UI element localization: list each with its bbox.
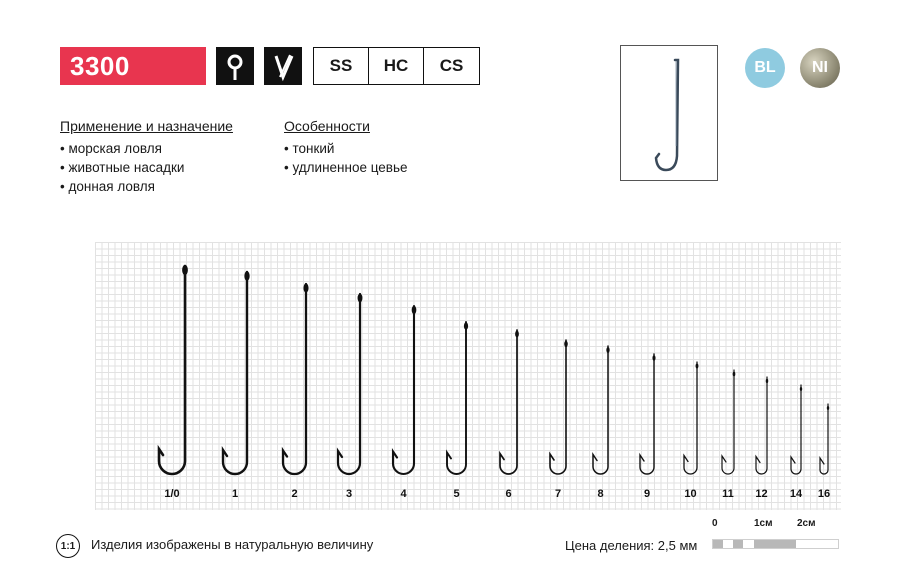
hook-shape: [500, 330, 517, 474]
hook-eye: [766, 379, 768, 383]
hook-size-label: 2: [291, 488, 298, 500]
hook-size-label: 10: [684, 488, 697, 500]
model-tag: [60, 47, 206, 85]
hook-size-label: 8: [597, 488, 604, 500]
hook-shape: [393, 306, 414, 474]
hook-eye: [606, 347, 609, 353]
hook-shape: [159, 266, 185, 474]
hook-shape: [640, 354, 654, 474]
hook-shape: [722, 370, 734, 474]
property-ss: SS: [314, 48, 369, 84]
hook-size-label: 11: [722, 488, 734, 500]
features-title: Особенности: [284, 118, 370, 134]
coating-bl-badge: BL: [745, 48, 785, 88]
application-item: • животные насадки: [60, 158, 233, 177]
hook-eye: [515, 331, 519, 338]
scale-ruler: [712, 539, 839, 549]
property-cs: CS: [439, 56, 464, 75]
hook-size-label: 1/0: [164, 488, 180, 500]
hook-shape: [283, 284, 306, 474]
hook-preview-image: [620, 45, 718, 181]
ruler-label-1cm: 1см: [754, 518, 773, 529]
hook-shape: [756, 377, 767, 474]
hook-eye: [303, 283, 308, 292]
hook-shape: [593, 346, 608, 474]
hook-eye: [652, 355, 655, 361]
hook-shape: [820, 404, 828, 474]
hook-size-label: 16: [817, 488, 831, 500]
hook-size-label: 1: [231, 488, 239, 500]
hook-eye: [564, 341, 568, 347]
application-title: Применение и назначение: [60, 118, 233, 134]
needle-point-icon: [264, 47, 302, 85]
division-value-label: Цена деления: 2,5 мм: [565, 538, 698, 553]
feature-item: • тонкий: [284, 139, 408, 158]
hook-eye: [696, 363, 699, 368]
hook-size-label: 12: [755, 488, 768, 500]
model-number: 3300: [70, 51, 130, 81]
hook-shape: [791, 385, 801, 474]
hook-eye: [464, 322, 468, 330]
hook-size-label: 3: [345, 488, 353, 500]
hook-eye: [733, 372, 736, 377]
hook-size-label: 5: [453, 488, 460, 500]
hook-size-label: 14: [789, 488, 803, 500]
hook-size-label: 4: [400, 488, 407, 500]
hook-shape: [338, 294, 360, 474]
hook-shape: [447, 322, 466, 474]
natural-size-note: Изделия изображены в натуральную величину: [91, 537, 374, 552]
hook-shape: [684, 362, 697, 474]
application-item: • морская ловля: [60, 139, 233, 158]
scale-badge: 1:1: [56, 534, 80, 558]
hook-eye: [358, 294, 363, 303]
hook-eye: [182, 265, 188, 275]
application-section: [60, 118, 233, 196]
ruler-label-0: 0: [712, 518, 718, 529]
feature-item: • удлиненное цевье: [284, 158, 408, 177]
hook-eye: [827, 406, 829, 410]
property-hc: HC: [369, 48, 424, 84]
hooks-drawing: [95, 242, 841, 510]
hook-shape: [223, 272, 247, 474]
hook-shape: [550, 340, 566, 474]
hook-eye: [244, 271, 249, 281]
hook-properties: [313, 47, 480, 85]
ruler-label-2cm: 2см: [797, 518, 816, 529]
features-section: [284, 118, 408, 177]
hook-size-label: 9: [643, 488, 651, 500]
hook-size-label: 6: [505, 488, 512, 500]
hook-eye: [412, 306, 417, 314]
hook-size-label: 7: [554, 488, 562, 500]
application-item: • донная ловля: [60, 177, 233, 196]
hook-eye: [800, 387, 802, 391]
ring-eye-icon: [216, 47, 254, 85]
size-chart-grid: [95, 242, 841, 510]
coating-ni-badge: NI: [800, 48, 840, 88]
